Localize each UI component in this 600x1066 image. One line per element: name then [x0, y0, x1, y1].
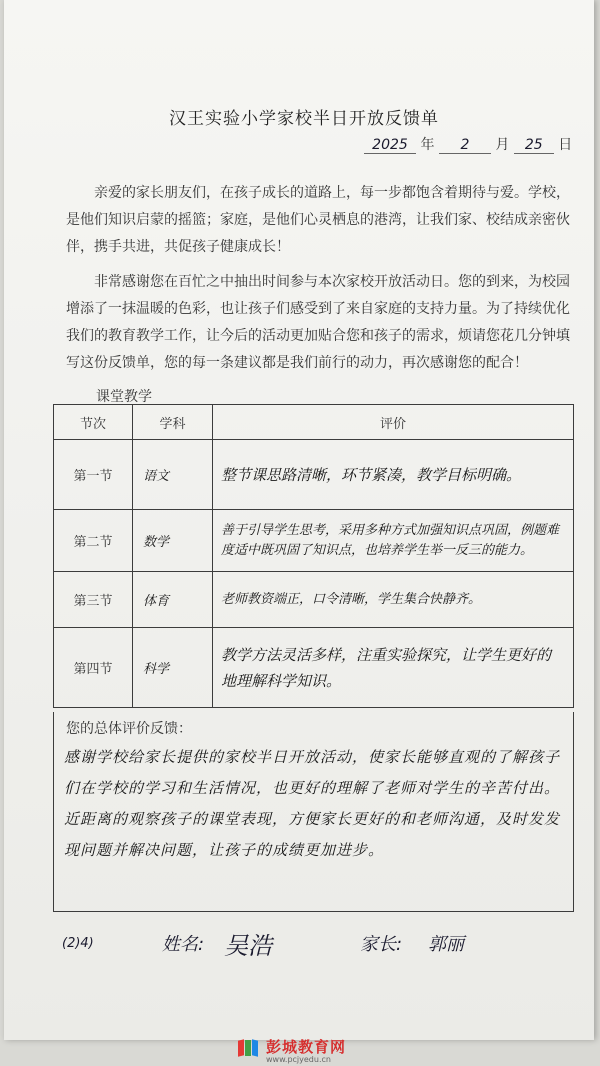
- subject-cell: 体育: [133, 572, 213, 628]
- date-line: [364, 134, 572, 154]
- watermark-site-name: 彭城教育网: [266, 1038, 347, 1056]
- table-row: [54, 510, 574, 572]
- page-title: 汉王实验小学家校半日开放反馈单: [169, 109, 439, 129]
- date-month: 2: [439, 137, 491, 154]
- book-logo-icon: [238, 1040, 260, 1058]
- table-header-row: [54, 405, 574, 440]
- parent-name-label: 家长:: [360, 934, 403, 955]
- table-row: [54, 628, 574, 708]
- evaluation-table: [53, 404, 574, 708]
- feedback-sheet: [4, 0, 594, 1040]
- evaluation-cell: 老师教资端正，口令清晰，学生集合快静齐。: [213, 572, 574, 628]
- period-cell: 第二节: [54, 510, 133, 572]
- intro-paragraph-1: 亲爱的家长朋友们，在孩子成长的道路上，每一步都饱含着期待与爱。学校，是他们知识启蒙的摇篮；家庭，是他们心灵栖息的港湾，让我们家、校结成亲密伙伴，携手共进，共促孩子健康成长！: [66, 185, 570, 255]
- header-evaluation: 评价: [213, 405, 574, 440]
- section-label: 课堂教学: [96, 389, 152, 405]
- period-cell: 第三节: [54, 572, 133, 628]
- date-year: 2025: [364, 137, 416, 154]
- evaluation-cell: 整节课思路清晰，环节紧凑，教学目标明确。: [213, 440, 574, 510]
- overall-feedback-box: [53, 712, 574, 912]
- intro-paragraph-2: 非常感谢您在百忙之中抽出时间参与本次家校开放活动日。您的到来，为校园增添了一抹温暖的色彩，也让孩子们感受到了来自家庭的支持力量。为了持续优化我们的教育教学工作，让今后的活动更加贴合您和孩子的需求，烦请您花几分钟填写这份反馈单，您的每一条建议都是我们前行的动力，再次感谢您的配合！: [66, 274, 570, 371]
- overall-feedback-text: 感谢学校给家长提供的家校半日开放活动，使家长能够直观的了解孩子们在学校的学习和生活情况，也更好的理解了老师对学生的辛苦付出。近距离的观察孩子的课堂表现，方便家长更好的和老师沟通，及时发发现问题并解决问题，让孩子的成绩更加进步。: [64, 748, 561, 859]
- date-year-unit: 年: [420, 137, 435, 153]
- parent-name: 郭丽: [428, 934, 464, 955]
- overall-feedback-label: 您的总体评价反馈：: [66, 721, 192, 737]
- child-name: 吴浩: [224, 932, 272, 960]
- evaluation-cell: 教学方法灵活多样，注重实验探究，让学生更好的地理解科学知识。: [213, 628, 574, 708]
- date-day: 25: [514, 137, 554, 154]
- class-number: (2)4): [62, 936, 94, 951]
- subject-cell: 语文: [133, 440, 213, 510]
- date-day-unit: 日: [558, 137, 573, 153]
- table-row: [54, 440, 574, 510]
- child-name-label: 姓名:: [162, 934, 205, 955]
- watermark-url: www.pcjyedu.cn: [266, 1055, 331, 1064]
- date-month-unit: 月: [495, 137, 510, 153]
- header-subject: 学科: [133, 405, 213, 440]
- subject-cell: 数学: [133, 510, 213, 572]
- period-cell: 第一节: [54, 440, 133, 510]
- period-cell: 第四节: [54, 628, 133, 708]
- site-watermark: [238, 1036, 398, 1066]
- header-period: 节次: [54, 405, 133, 440]
- table-row: [54, 572, 574, 628]
- evaluation-cell: 善于引导学生思考，采用多种方式加强知识点巩固，例题难度适中既巩固了知识点，也培养学生举一反三的能力。: [213, 510, 574, 572]
- subject-cell: 科学: [133, 628, 213, 708]
